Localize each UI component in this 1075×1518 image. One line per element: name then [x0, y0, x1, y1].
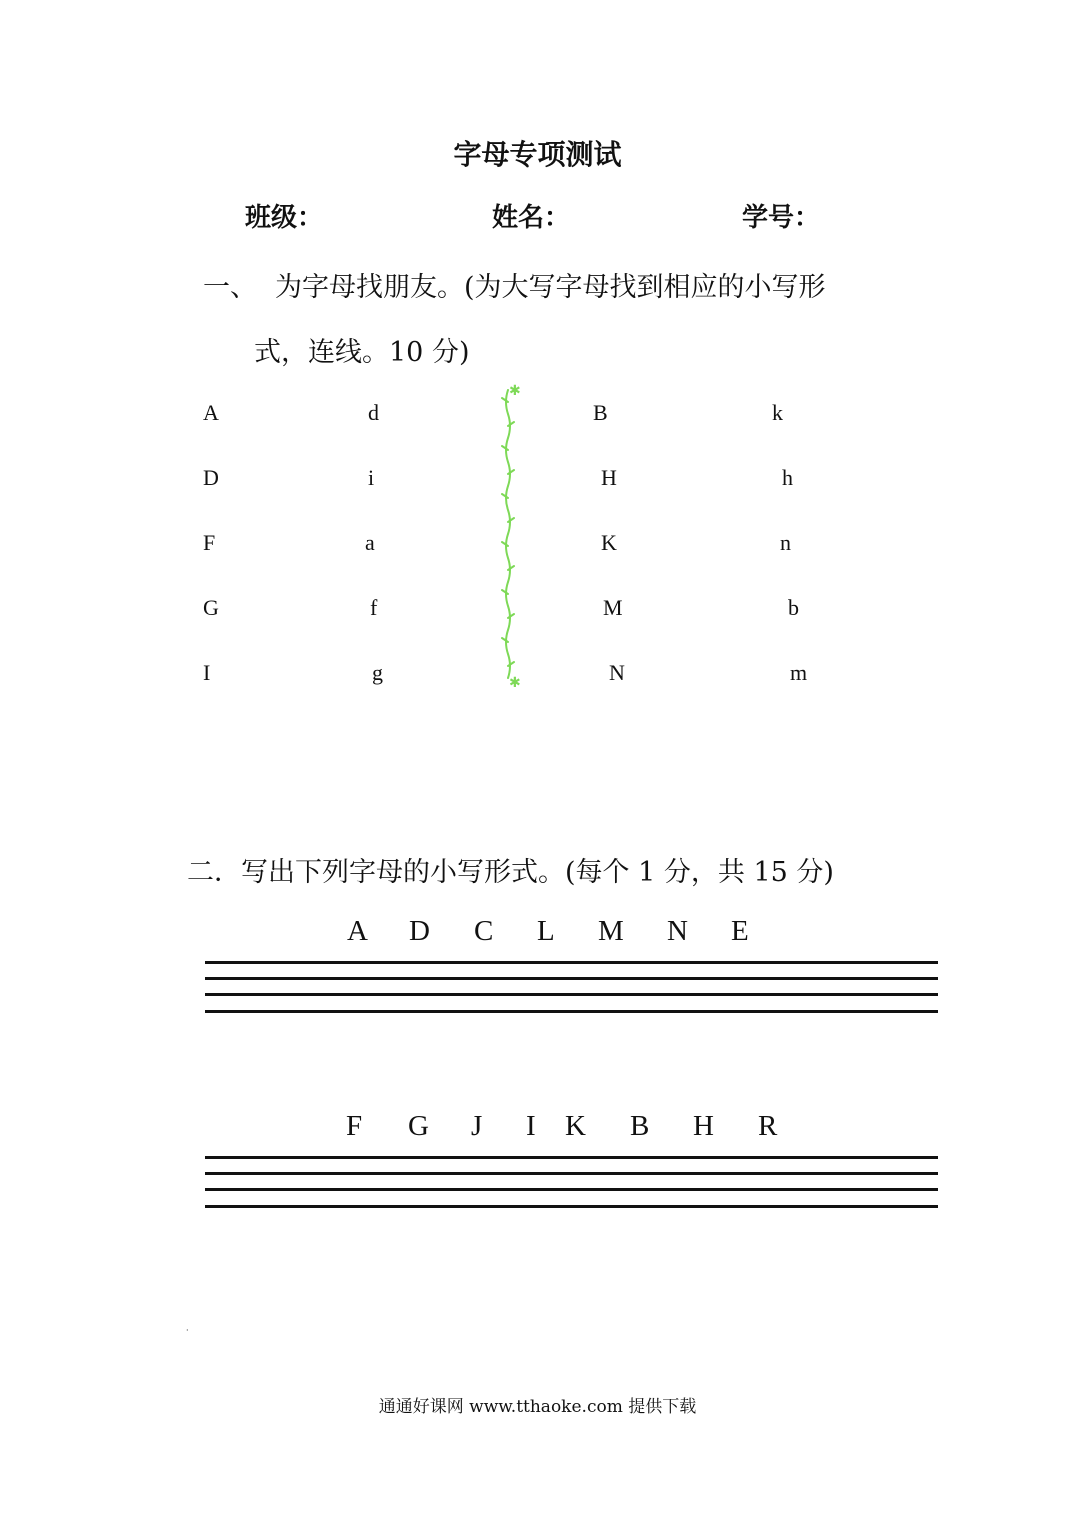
right-upper-letter: M [603, 595, 623, 620]
section2-title: 二．写出下列字母的小写形式。(每个 1 分，共 15 分) [187, 857, 834, 888]
vine-divider-decoration [490, 380, 530, 700]
left-upper-letter: I [203, 660, 211, 685]
writing-line [205, 961, 938, 964]
left-lower-letter: d [368, 400, 379, 425]
writing-line [205, 1205, 938, 1208]
right-upper-letter: H [601, 465, 617, 490]
student-id-field-label: 学号： [742, 203, 821, 233]
page-title: 字母专项测试 [453, 138, 622, 171]
row2-letter: K [565, 1110, 586, 1142]
right-lower-letter: n [780, 530, 791, 555]
stray-mark: · [186, 1326, 189, 1335]
svg-text:✱: ✱ [509, 675, 521, 691]
row2-letter: H [693, 1110, 714, 1142]
name-field-label: 姓名： [492, 203, 571, 233]
right-lower-letter: b [788, 595, 799, 620]
writing-line [205, 1172, 938, 1175]
section1-instruction: 为字母找朋友。(为大写字母找到相应的小写形 [275, 272, 826, 303]
row2-letter: I [526, 1110, 536, 1142]
left-lower-letter: a [365, 530, 375, 555]
row1-letter: A [347, 915, 368, 947]
svg-text:✱: ✱ [509, 383, 521, 399]
row1-letter: M [598, 915, 624, 947]
row1-letter: L [537, 915, 555, 947]
left-upper-letter: G [203, 595, 219, 620]
left-upper-letter: F [203, 530, 216, 555]
row2-letter: R [758, 1110, 778, 1142]
row1-letter: D [409, 915, 430, 947]
left-lower-letter: f [370, 595, 378, 620]
left-upper-letter: D [203, 465, 219, 490]
writing-line [205, 977, 938, 980]
writing-line [205, 993, 938, 996]
row2-letter: F [346, 1110, 363, 1142]
row2-letter: B [630, 1110, 650, 1142]
right-upper-letter: K [601, 530, 617, 555]
writing-line [205, 1188, 938, 1191]
right-lower-letter: k [772, 400, 783, 425]
row1-letter: N [667, 915, 688, 947]
section1-instruction-cont: 式，连线。10 分) [254, 337, 470, 368]
class-field-label: 班级： [245, 203, 324, 233]
footer-credit: 通通好课网 www.tthaoke.com 提供下载 [378, 1397, 697, 1417]
section1-label: 一、 [203, 272, 257, 303]
left-lower-letter: g [372, 660, 383, 685]
writing-line [205, 1010, 938, 1013]
right-lower-letter: h [782, 465, 793, 490]
right-lower-letter: m [790, 660, 808, 685]
right-upper-letter: B [593, 400, 608, 425]
writing-line [205, 1156, 938, 1159]
row2-letter: J [471, 1110, 483, 1142]
row2-letter: G [408, 1110, 429, 1142]
row1-letter: C [474, 915, 494, 947]
left-lower-letter: i [368, 465, 375, 490]
left-upper-letter: A [203, 400, 219, 425]
row1-letter: E [731, 915, 749, 947]
right-upper-letter: N [609, 660, 625, 685]
